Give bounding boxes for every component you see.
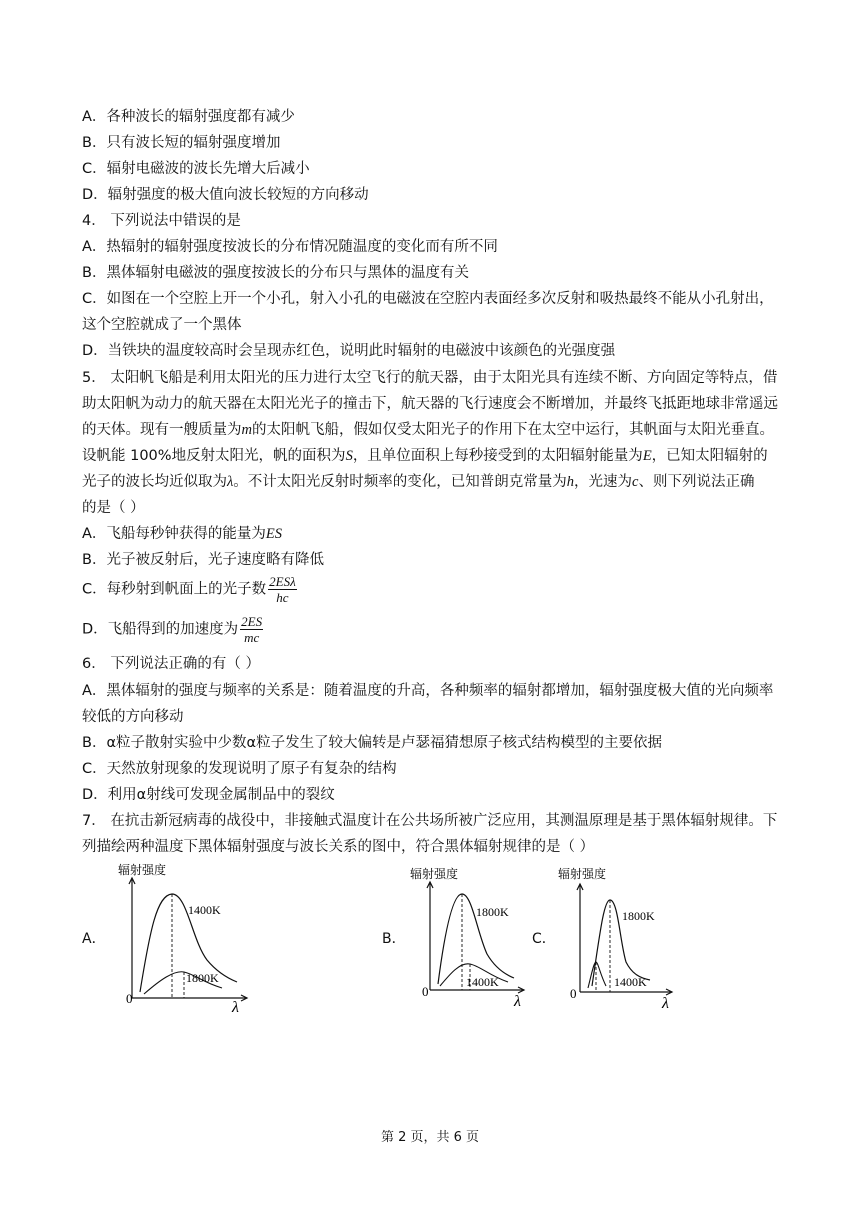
figure-c xyxy=(532,862,682,1012)
q5-option-a: A．飞船每秒钟获得的能量为ES xyxy=(82,526,283,542)
figure-b-origin: 0 xyxy=(422,984,429,999)
var-e: E xyxy=(642,448,652,464)
figure-a-graph xyxy=(82,860,252,1015)
expr-es: ES xyxy=(265,526,283,542)
figure-c-xlabel: λ xyxy=(662,995,669,1012)
figure-a-origin: 0 xyxy=(126,991,133,1006)
figure-c-origin: 0 xyxy=(570,986,577,1001)
figure-b-high-label: 1800K xyxy=(476,905,509,919)
var-h: h xyxy=(566,474,575,490)
figure-b-xlabel: λ xyxy=(514,993,521,1010)
figure-b-ylabel: 辐射强度 xyxy=(410,867,459,881)
q7-line2: 列描绘两种温度下黑体辐射强度与波长关系的图中，符合黑体辐射规律的是（ ） xyxy=(82,839,595,855)
figure-b xyxy=(382,862,532,1012)
q6-option-b: B．α粒子散射实验中少数α粒子发生了较大偏转是卢瑟福猜想原子核式结构模型的主要依据 xyxy=(82,735,663,751)
figure-c-graph xyxy=(532,862,682,1012)
q3-option-d: D．辐射强度的极大值向波长较短的方向移动 xyxy=(82,187,369,203)
q5-line6: 的是（ ） xyxy=(82,500,145,516)
figure-a-low-label: 1800K xyxy=(186,971,219,985)
q5-option-d: D．飞船得到的加速度为 $\frac{2ES}{mc}$ xyxy=(82,614,263,645)
q6-option-a-line2: 较低的方向移动 xyxy=(82,709,184,725)
q6-option-c: C．天然放射现象的发现说明了原子有复杂的结构 xyxy=(82,761,397,777)
q3-option-a: A．各种波长的辐射强度都有减少 xyxy=(82,109,295,125)
var-s: S xyxy=(345,448,353,464)
q6-option-d: D．利用α射线可发现金属制品中的裂纹 xyxy=(82,787,335,803)
figure-c-label: C． xyxy=(532,931,556,947)
figure-b-graph xyxy=(382,862,532,1012)
figure-b-label: B． xyxy=(382,931,406,947)
q3-option-c: C．辐射电磁波的波长先增大后减小 xyxy=(82,161,310,177)
q4-option-d: D．当铁块的温度较高时会呈现赤红色，说明此时辐射的电磁波中该颜色的光强度强 xyxy=(82,343,616,359)
q6-stem: 6． 下列说法正确的有（ ） xyxy=(82,656,260,672)
var-m: m xyxy=(241,422,252,438)
figure-a-label: A． xyxy=(82,931,106,947)
q5-line3: 的天体。现有一艘质量为m的太阳帆飞船，假如仅受太阳光子的作用下在太空中运行，其帆面与太阳光垂直。 xyxy=(82,422,774,438)
page-footer: 第 2 页，共 6 页 xyxy=(380,1130,480,1145)
figure-c-low-label: 1400K xyxy=(614,975,647,989)
figure-a xyxy=(82,860,252,1015)
fraction-acceleration: $\frac{2ES}{mc}$ xyxy=(241,614,263,645)
figure-a-high-label: 1400K xyxy=(188,903,221,917)
var-c: c xyxy=(632,474,639,490)
q5-line1: 5． 太阳帆飞船是利用太阳光的压力进行太空飞行的航天器，由于太阳光具有连续不断、方向固定等特点，借 xyxy=(82,370,778,386)
figure-a-xlabel: λ xyxy=(232,999,239,1015)
q5-option-c: C．每秒射到帆面上的光子数 $\frac{\text{2ESλ}}{hc}$ xyxy=(82,574,296,605)
q7-line1: 7． 在抗击新冠病毒的战役中，非接触式温度计在公共场所被广泛应用，其测温原理是基于黑体辐射规律。下 xyxy=(82,813,778,829)
q4-stem: 4． 下列说法中错误的是 xyxy=(82,213,241,229)
var-lambda: λ xyxy=(227,474,234,490)
q5-line2: 助太阳帆为动力的航天器在太阳光光子的撞击下，航天器的飞行速度会不断增加，并最终飞抵距地球非常遥远 xyxy=(82,396,778,412)
q3-option-b: B．只有波长短的辐射强度增加 xyxy=(82,135,281,151)
q4-option-c-line2: 这个空腔就成了一个黑体 xyxy=(82,317,242,333)
figure-c-ylabel: 辐射强度 xyxy=(558,867,607,881)
q4-option-a: A．热辐射的辐射强度按波长的分布情况随温度的变化而有所不同 xyxy=(82,239,498,255)
q5-option-b: B．光子被反射后，光子速度略有降低 xyxy=(82,552,324,568)
figure-b-low-label: 1400K xyxy=(466,975,499,989)
figure-a-ylabel: 辐射强度 xyxy=(118,863,167,877)
q5-line5: 光子的波长均近似取为λ。不计太阳光反射时频率的变化，已知普朗克常量为h，光速为c、则下列说法正确 xyxy=(82,474,755,490)
fraction-photon-count: $\frac{\text{2ESλ}}{hc}$ xyxy=(269,574,296,605)
q4-option-b: B．黑体辐射电磁波的强度按波长的分布只与黑体的温度有关 xyxy=(82,265,469,281)
q6-option-a-line1: A．黑体辐射的强度与频率的关系是：随着温度的升高，各种频率的辐射都增加，辐射强度极大值的光向频率 xyxy=(82,683,774,699)
q4-option-c-line1: C．如图在一个空腔上开一个小孔，射入小孔的电磁波在空腔内表面经多次反射和吸热最终不能从小孔射出， xyxy=(82,291,774,307)
figure-c-high-label: 1800K xyxy=(622,909,655,923)
q5-line4: 设帆能 100%地反射太阳光，帆的面积为S，且单位面积上每秒接受到的太阳辐射能量为E，已知太阳辐射的 xyxy=(82,448,768,464)
